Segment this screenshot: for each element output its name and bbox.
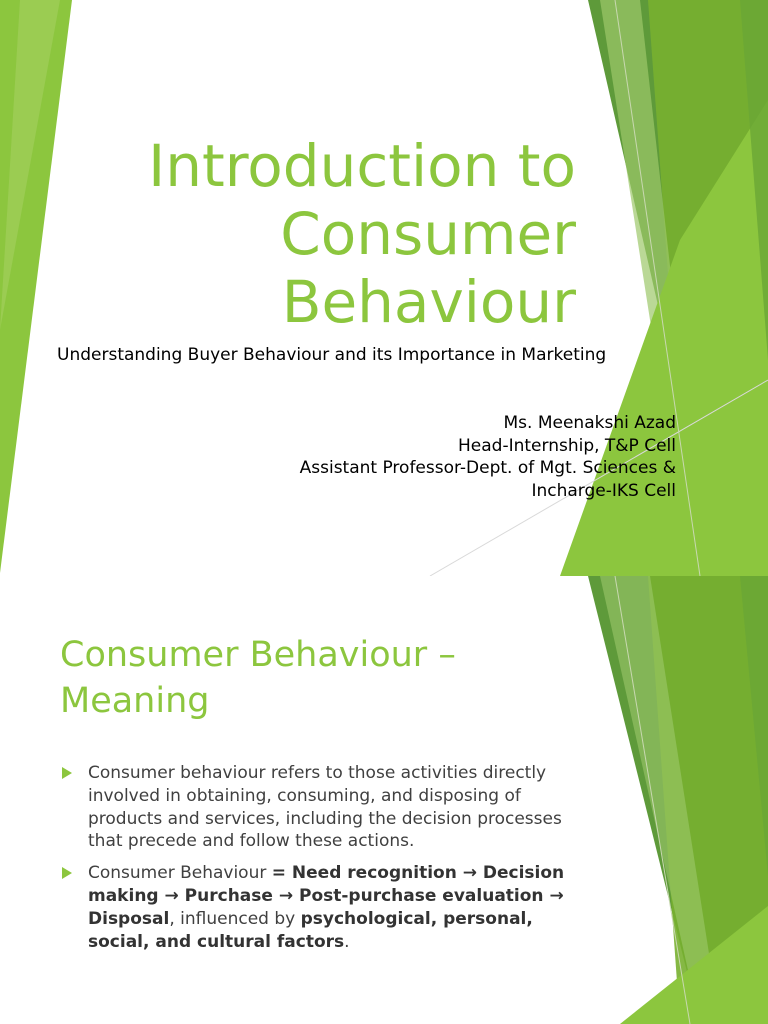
title-line: Consumer: [280, 200, 576, 268]
bullet-item: [60, 862, 580, 953]
author-role: Assistant Professor-Dept. of Mgt. Sciences &: [299, 458, 676, 479]
title-line: Meaning: [60, 681, 210, 721]
title-line: Behaviour: [281, 268, 576, 336]
triangle-bullet-icon: [62, 767, 72, 779]
author-role: Incharge-IKS Cell: [531, 481, 676, 502]
influencing-factors: psychological, personal, social, and cultural factors: [88, 908, 533, 952]
bullet-text-prefix: Consumer Behaviour: [88, 863, 272, 884]
bullet-text-end: .: [344, 931, 350, 952]
slide-title: [56, 132, 576, 336]
slide-title: [60, 632, 580, 724]
bullet-text: Consumer behaviour refers to those activities directly involved in obtaining, consuming, and disposing of products and services, including the decision processes that precede and follow these actions.: [88, 763, 562, 852]
bullet-list: [60, 762, 580, 962]
slide-subtitle: Understanding Buyer Behaviour and its Importance in Marketing: [57, 345, 607, 365]
author-block: [300, 412, 676, 503]
title-line: Introduction to: [148, 132, 576, 200]
content-slide: [0, 576, 768, 1024]
title-line: Consumer Behaviour –: [60, 635, 456, 675]
bullet-item: [60, 762, 580, 853]
author-role: Head-Internship, T&P Cell: [458, 435, 676, 456]
bullet-text-mid: , influenced by: [169, 908, 301, 929]
process-sequence: = Need recognition → Decision making → Purchase → Post-purchase evaluation → Disposal: [88, 863, 565, 929]
triangle-bullet-icon: [62, 867, 72, 879]
author-name: Ms. Meenakshi Azad: [503, 413, 676, 433]
